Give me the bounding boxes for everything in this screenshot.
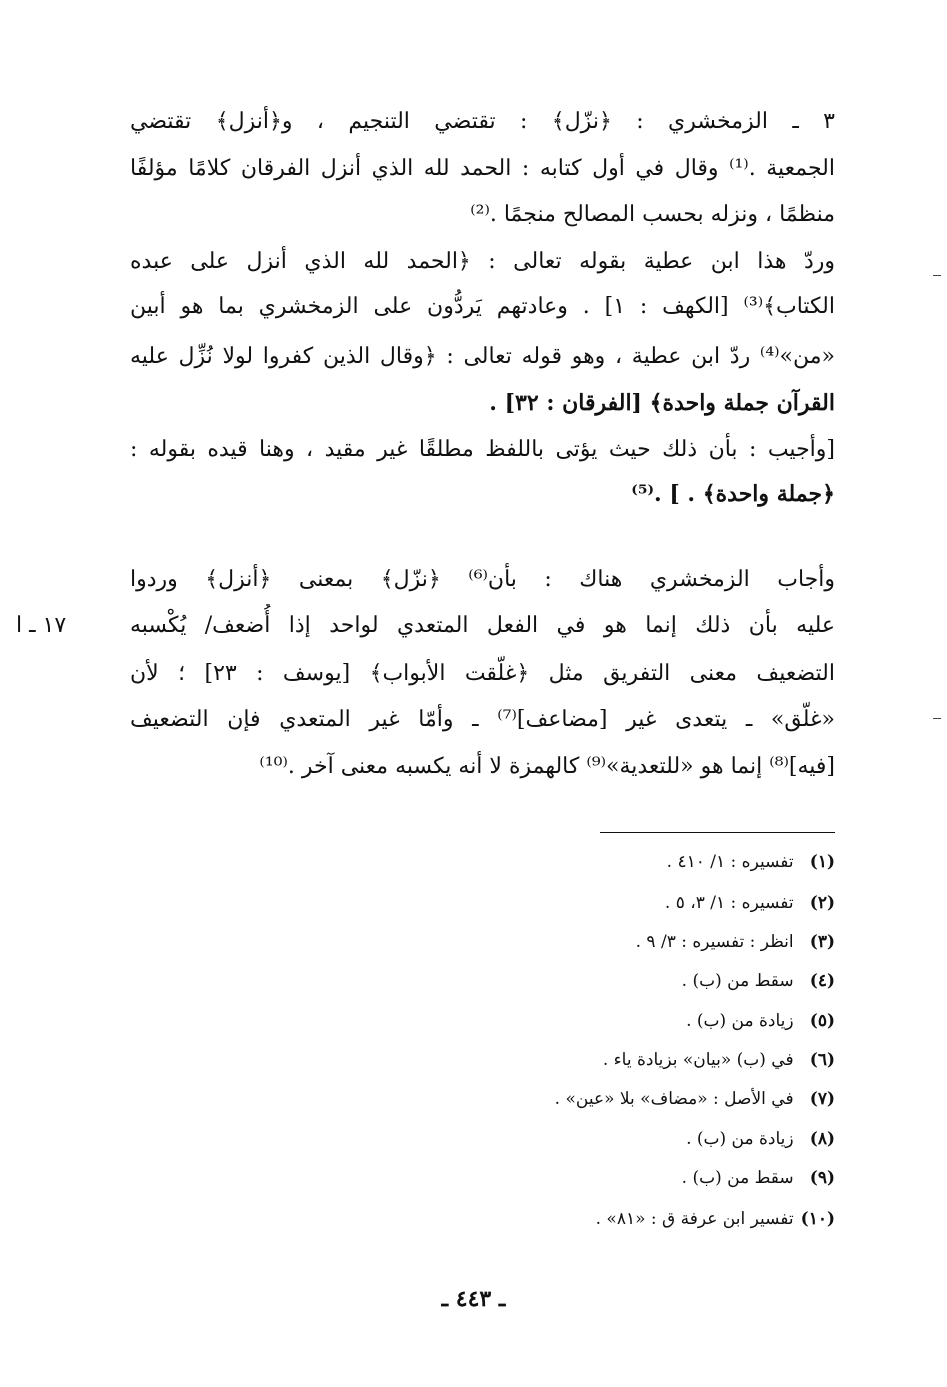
footnote-number: (٨) [809,1129,835,1149]
footnote-number: (٩) [809,1168,835,1188]
footnote-text: انظر : تفسيره : ٣/ ٩ . [635,932,794,952]
footnote-number: (٤) [809,971,835,991]
page-number: ـ ٤٤٣ ـ [441,1286,506,1312]
footnote [130,928,835,956]
footnote [130,889,835,917]
footnote-separator [600,832,835,833]
footnote [130,1205,835,1233]
body-line-3: منظمًا ، ونزله بحسب المصالح منجمًا .⁽²⁾ [470,202,835,227]
footnote-text: سقط من (ب) . [681,1168,794,1188]
footnote [130,1085,835,1113]
body-line-12: التضعيف معنى التفريق مثل ﴿غلّقت الأبواب﴾ [يوسف : ٢٣] ؛ لأن [130,661,835,686]
manuscript-folio-note: ١٧ ـ ا [16,613,67,638]
footnote-number: (٣) [809,932,835,952]
footnote-text: سقط من (ب) . [681,971,794,991]
body-line-6: «من»⁽⁴⁾ ردّ ابن عطية ، وهو قوله تعالى : ﴿وقال الذين كفروا لولا نُزِّل عليه [130,344,835,369]
edge-mark [933,275,941,276]
footnote [130,1007,835,1035]
footnote-text: تفسيره : ١/ ٤١٠ . [666,852,794,872]
body-line-5: الكتاب﴾⁽³⁾ [الكهف : ١] . وعادتهم يَردُّون على الزمخشري بما هو أبين [130,294,835,319]
body-line-13: «غلّق» ـ يتعدى غير [مضاعف]⁽⁷⁾ ـ وأمّا غير المتعدي فإن التضعيف [130,707,835,732]
footnote [130,967,835,995]
body-line-7: القرآن جملة واحدة﴾ [الفرقان : ٣٢] . [489,390,835,416]
footnote-text: تفسيره : ١/ ٣، ٥ . [664,893,794,913]
footnote-number: (٦) [809,1050,835,1070]
body-line-2: الجمعية .⁽¹⁾ وقال في أول كتابه : الحمد لله الذي أنزل الفرقان كلامًا مؤلفًا [130,156,835,181]
footnote-text: تفسير ابن عرفة ق : «٨١» . [595,1209,794,1229]
footnote-text: زيادة من (ب) . [686,1129,794,1149]
footnote [130,848,835,876]
body-line-14: [فيه]⁽⁸⁾ إنما هو «للتعدية»⁽⁹⁾ كالهمزة لا أنه يكسبه معنى آخر .⁽¹⁰⁾ [259,754,835,779]
body-line-10: وأجاب الزمخشري هناك : بأن⁽⁶⁾ ﴿نزّل﴾ بمعنى ﴿أنزل﴾ وردوا [130,567,835,592]
footnote-number: (٧) [809,1089,835,1109]
footnote-number: (٢) [809,893,835,913]
footnote-number: (١) [809,852,835,872]
edge-mark [933,718,941,719]
footnote-number: (١٠) [800,1209,835,1229]
footnote [130,1125,835,1153]
footnote [130,1164,835,1192]
footnote-text: في (ب) «بيان» بزيادة ياء . [602,1050,794,1070]
body-line-11: عليه بأن ذلك إنما هو في الفعل المتعدي لواحد إذا أُضعف/ يُكْسبه [130,613,835,638]
footnote-number: (٥) [809,1011,835,1031]
body-line-4: وردّ هذا ابن عطية بقوله تعالى : ﴿الحمد لله الذي أنزل على عبده [130,249,835,274]
footnote-text: في الأصل : «مضاف» بلا «عين» . [554,1089,794,1109]
footnote [130,1046,835,1074]
body-line-1: ٣ ـ الزمخشري : ﴿نزّل﴾ : تقتضي التنجيم ، و﴿أنزل﴾ تقتضي [130,109,835,134]
body-line-9: ﴿جملة واحدة﴾ . ] .⁽⁵⁾ [631,481,835,507]
body-line-8: [وأجيب : بأن ذلك حيث يؤتى باللفظ مطلقًا غير مقيد ، وهنا قيده بقوله : [130,437,835,462]
footnote-text: زيادة من (ب) . [686,1011,794,1031]
